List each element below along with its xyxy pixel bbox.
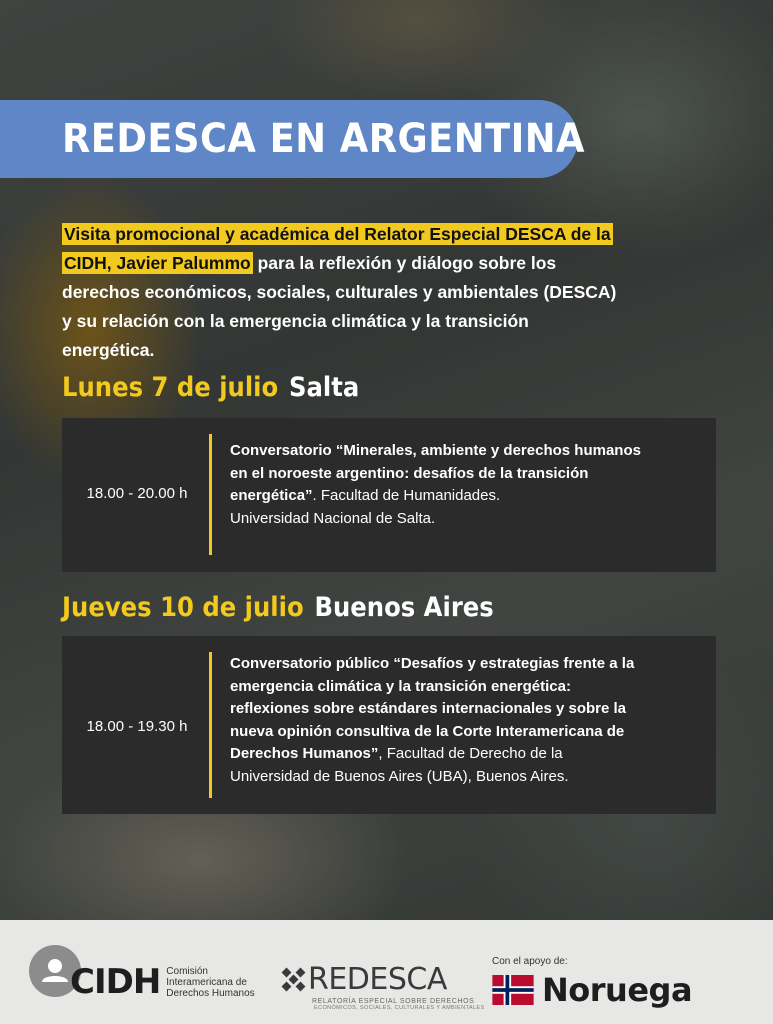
event-desc-bold-2: en el noroeste argentino: desafíos de la transición [230,464,589,482]
redesca-wordmark: REDESCA [308,962,447,997]
redesca-subtitle-2: ECONÓMICOS, SOCIALES, CULTURALES Y AMBIENTALES [314,1005,485,1011]
event-description [230,653,708,788]
event-heading-1 [62,372,359,403]
event-divider [209,434,212,555]
support-label: Con el apoyo de: [492,956,568,967]
intro-rest-line2: para la reflexión y diálogo sobre los [252,253,557,273]
event-date: Jueves 10 de julio [62,592,304,623]
event-time: 18.00 - 20.00 h [86,485,188,502]
norway-name: Noruega [542,971,693,1009]
cidh-text-line: Comisión [166,965,208,977]
event-heading-2 [62,592,494,623]
event-card-2 [62,636,716,814]
intro-paragraph [62,220,722,365]
event-desc-tail-first: , Facultad de Derecho de la [378,745,563,762]
event-city: Salta [288,372,360,403]
event-description [230,440,708,530]
event-desc-bold-5: Derechos Humanos” [230,745,379,762]
event-date: Lunes 7 de julio [62,372,279,403]
event-desc-bold-2: emergencia climática y la transición energética: [230,677,571,695]
norway-flag-icon [492,975,534,1005]
event-desc-bold-3: reflexiones sobre estándares internacionales y sobre la [230,700,627,717]
event-desc-tail-1: Universidad de Buenos Aires (UBA), Buenos Aires. [230,767,569,785]
intro-highlight-line2: CIDH, Javier Palummo [64,253,251,273]
cidh-text-line: Derechos Humanos [166,987,255,999]
title-banner [0,100,585,178]
intro-line5: energética. [62,340,155,360]
intro-line4: y su relación con la emergencia climática y la transición [62,311,529,331]
cidh-text [166,966,254,999]
event-desc-tail-first: . Facultad de Humanidades. [312,487,501,504]
page-title: REDESCA EN ARGENTINA [62,116,585,162]
event-time: 18.00 - 19.30 h [86,718,188,735]
event-desc-bold-1: Conversatorio “Minerales, ambiente y derechos humanos [230,442,641,459]
norway-logo [492,956,692,1009]
redesca-subtitle: RELATORÍA ESPECIAL SOBRE DERECHOS [312,998,475,1005]
cidh-logo [70,962,255,1002]
redesca-logo [280,962,485,1011]
event-desc-bold-3: energética” [230,487,313,504]
intro-line3: derechos económicos, sociales, culturales y ambientales (DESCA) [62,282,617,302]
event-card-1 [62,418,716,572]
event-desc-bold-4: nueva opinión consultiva de la Corte Interamericana de [230,722,625,740]
event-city: Buenos Aires [314,592,494,623]
intro-highlight-line1: Visita promocional y académica del Relator Especial DESCA de la [64,224,611,244]
event-divider [209,652,212,798]
redesca-logo-icon [280,966,308,994]
cidh-mark: CIDH [70,962,161,1002]
event-desc-tail-1: Universidad Nacional de Salta. [230,509,436,527]
cidh-text-line: Interamericana de [166,976,247,988]
event-desc-bold-1: Conversatorio público “Desafíos y estrategias frente a la [230,655,635,672]
